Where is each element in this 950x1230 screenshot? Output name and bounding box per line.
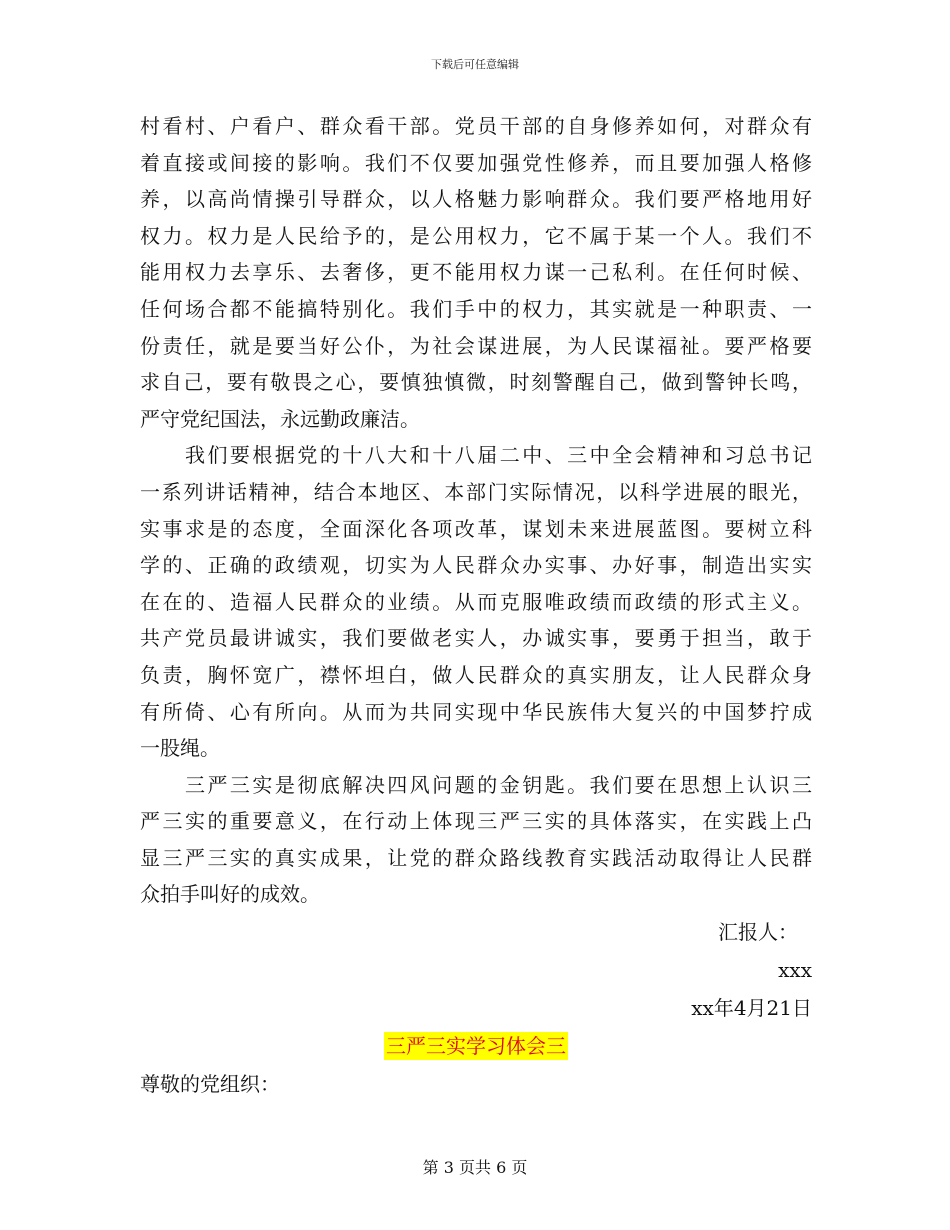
text-line: 共产党员最讲诚实，我们要做老实人，办诚实事，要勇于担当，敢于	[140, 626, 812, 651]
text-line: 显三严三实的真实成果，让党的群众路线教育实践活动取得让人民群	[140, 845, 812, 870]
text-line: 养，以高尚情操引导群众，以人格魅力影响群众。我们要严格地用好	[140, 187, 812, 212]
text-line: 负责，胸怀宽广，襟怀坦白，做人民群众的真实朋友，让人民群众身	[140, 662, 812, 687]
section-title	[140, 1027, 812, 1065]
page-header: 下载后可任意编辑	[431, 58, 519, 71]
text-line: 学的、正确的政绩观，切实为人民群众办实事、办好事，制造出实实	[140, 553, 812, 578]
reporter-label: 汇报人：	[718, 920, 798, 945]
text-line: 份责任，就是要当好公仆，为社会谋进展，为人民谋福祉。要严格要	[140, 333, 812, 358]
paragraph-2	[140, 437, 812, 766]
text-line: 有所倚、心有所向。从而为共同实现中华民族伟大复兴的中国梦拧成	[140, 699, 812, 724]
signature-block	[140, 913, 812, 1027]
text-line: 一股绳。	[140, 736, 220, 761]
text-line: 众拍手叫好的成效。	[140, 882, 320, 907]
text-line: 实事求是的态度，全面深化各项改革，谋划未来进展蓝图。要树立科	[140, 516, 812, 541]
text-line: 严三实的重要意义，在行动上体现三严三实的具体落实，在实践上凸	[140, 809, 812, 834]
text-line: 严守党纪国法，永远勤政廉洁。	[140, 406, 420, 431]
text-line: 村看村、户看户、群众看干部。党员干部的自身修养如何，对群众有	[140, 114, 812, 138]
paragraph-1	[140, 108, 812, 437]
text-line: 任何场合都不能搞特别化。我们手中的权力，其实就是一种职责、一	[140, 296, 812, 321]
salutation: 尊敬的党组织：	[140, 1072, 280, 1097]
document-body	[140, 108, 812, 1103]
text-line: 三严三实是彻底解决四风问题的金钥匙。我们要在思想上认识三	[140, 772, 812, 797]
text-line: 我们要根据党的十八大和十八届二中、三中全会精神和习总书记	[140, 443, 812, 468]
text-line: 权力。权力是人民给予的，是公用权力，它不属于某一个人。我们不	[140, 223, 812, 248]
page-footer: 第 3 页共 6 页	[422, 1158, 528, 1177]
reporter-name: xxx	[778, 958, 812, 983]
text-line: 在在的、造福人民群众的业绩。从而克服唯政绩而政绩的形式主义。	[140, 589, 812, 614]
report-date: xx年4月21日	[691, 996, 812, 1021]
text-line: 求自己，要有敬畏之心，要慎独慎微，时刻警醒自己，做到警钟长鸣，	[140, 370, 812, 395]
text-line: 一系列讲话精神，结合本地区、本部门实际情况，以科学进展的眼光，	[140, 479, 812, 504]
text-line: 着直接或间接的影响。我们不仅要加强党性修养，而且要加强人格修	[140, 150, 812, 175]
section-title-text: 三严三实学习体会三	[386, 1034, 566, 1059]
paragraph-3	[140, 767, 812, 913]
text-line: 能用权力去享乐、去奢侈，更不能用权力谋一己私利。在任何时候、	[140, 260, 812, 285]
